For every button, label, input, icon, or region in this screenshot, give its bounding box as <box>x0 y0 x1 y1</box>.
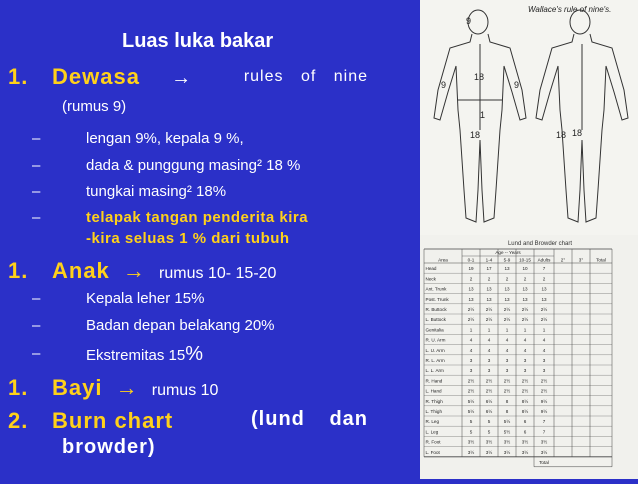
table-cell: 3 <box>523 368 527 374</box>
table-cell: 13 <box>468 296 474 302</box>
col-header: 2° <box>560 257 566 263</box>
table-cell: 2½ <box>521 378 529 384</box>
table-cell: 3½ <box>467 449 475 455</box>
col-header: Area <box>438 257 448 263</box>
table-cell: 3½ <box>467 439 475 445</box>
table-cell: 4 <box>523 347 527 353</box>
row-label: L. L. Arm <box>425 368 444 374</box>
table-cell: 19 <box>468 266 474 272</box>
table-cell: 3½ <box>503 439 511 445</box>
bullet-1: lengan 9%, kepala 9 %, <box>86 130 244 147</box>
anak-bullet-3: Ekstremitas 15% <box>86 343 203 365</box>
table-cell: 8 <box>505 409 509 414</box>
arrow-icon: → <box>122 258 146 283</box>
svg-text:18: 18 <box>474 72 485 82</box>
table-cell: 2½ <box>485 378 493 384</box>
table-cell: 2 <box>469 276 473 282</box>
table-cell: 6½ <box>485 398 493 404</box>
table-cell: 2½ <box>521 317 529 323</box>
row-label: L. Buttock <box>425 317 446 323</box>
table-cell: 4 <box>542 347 546 353</box>
table-cell: 2½ <box>485 307 493 312</box>
table-cell: 3½ <box>540 449 548 455</box>
table-cell: 1 <box>542 327 546 333</box>
back-body <box>536 10 628 222</box>
age-header: Age -- Years <box>495 250 521 255</box>
col-header: 3° <box>578 257 584 263</box>
table-cell: 13 <box>486 286 492 292</box>
table-cell: 9½ <box>540 409 548 414</box>
table-cell: 2½ <box>467 388 475 394</box>
table-cell: 2 <box>487 276 491 282</box>
row-label: L. Foot <box>425 449 440 455</box>
table-cell: 4 <box>469 347 473 353</box>
table-cell: 3½ <box>521 449 529 455</box>
table-cell: 3 <box>523 358 527 363</box>
table-cell: 9½ <box>540 398 548 404</box>
table-cell: 6 <box>523 429 527 435</box>
table-cell: 1 <box>505 327 509 333</box>
table-cell: 2½ <box>521 307 529 312</box>
table-cell: 3 <box>542 358 546 363</box>
table-cell: 13 <box>504 266 510 272</box>
bullet-3: tungkai masing² 18% <box>86 183 227 200</box>
table-cell: 4 <box>469 337 473 343</box>
table-cell: 2 <box>505 276 509 282</box>
table-cell: 5 <box>487 429 491 435</box>
row-label: R. Foot <box>425 439 441 445</box>
svg-text:9: 9 <box>466 16 472 26</box>
table-cell: 2½ <box>503 307 511 312</box>
table-cell: 7 <box>542 419 546 425</box>
table-cell: 13 <box>486 296 492 302</box>
table-cell: 2½ <box>540 388 548 394</box>
table-cell: 3 <box>469 368 473 374</box>
col-header: 1-4 <box>485 257 493 263</box>
slide-title: Luas luka bakar <box>122 30 274 52</box>
table-cell: 2 <box>523 276 527 282</box>
text-panel: Luas luka bakar 1. Dewasa → rules of nine (rumus 9) – lengan 9%, kepala 9 %, – dada & punggung masing² 18 % – tungkai masing² 18% – telapak tangan penderita kira -kira seluas 1 % dari tubuh 1. Anak → rumus 10- 15-20 – Kepala leher 15% – Badan depan belakang 20% – Ekstremitas 15% 1. Bayi → rumus 10 2. Burn chart (lund dan browder) <box>8 30 368 458</box>
row-label: Genitalia <box>425 327 444 333</box>
row-label: Neck <box>425 276 436 282</box>
table-cell: 2½ <box>503 317 511 323</box>
table-cell: 2½ <box>521 388 529 394</box>
table-cell: 4 <box>542 337 546 343</box>
lund-browder-table <box>420 235 638 479</box>
row-label: R. Buttock <box>425 307 447 312</box>
row-label: R. Leg <box>425 419 440 425</box>
table-cell: 5 <box>487 419 491 425</box>
table-cell: 13 <box>522 296 528 302</box>
row-label: L. U. Arm <box>425 347 445 353</box>
table-cell: 2½ <box>503 378 511 384</box>
table-cell: 2½ <box>540 378 548 384</box>
table-cell: 2½ <box>467 307 475 312</box>
svg-text:9: 9 <box>514 80 520 90</box>
row-label: R. Hand <box>425 378 443 384</box>
table-cell: 13 <box>522 286 528 292</box>
table-cell: 3½ <box>503 449 511 455</box>
table-cell: 4 <box>505 347 509 353</box>
table-cell: 2½ <box>540 317 548 323</box>
table-cell: 3½ <box>485 439 493 445</box>
arrow-icon: → <box>171 67 193 89</box>
table-cell: 6½ <box>485 409 493 414</box>
chart-title: Lund and Browder chart <box>507 241 573 247</box>
table-cell: 5 <box>469 419 473 425</box>
row-label: R. L. Arm <box>425 358 445 363</box>
table-cell: 8½ <box>521 398 529 404</box>
total-label: Total <box>539 459 549 465</box>
table-cell: 13 <box>504 286 510 292</box>
table-cell: 7 <box>542 266 546 272</box>
table-cell: 1 <box>487 327 491 333</box>
row-label: Post. Trunk <box>425 296 449 302</box>
table-cell: 1 <box>523 327 527 333</box>
anak-bullet-1: Kepala leher 15% <box>86 290 205 307</box>
table-cell: 2½ <box>485 388 493 394</box>
table-cell: 2½ <box>503 388 511 394</box>
svg-text:1: 1 <box>480 110 486 120</box>
item-dewasa: 1. Dewasa → rules of nine <box>8 64 368 89</box>
row-label: L. Hand <box>425 388 442 394</box>
table-cell: 3 <box>487 358 491 363</box>
table-cell: 4 <box>487 337 491 343</box>
svg-text:18: 18 <box>572 128 583 138</box>
svg-text:18: 18 <box>556 130 567 140</box>
table-cell: 3 <box>542 368 546 374</box>
row-label: R. U. Arm <box>425 337 446 343</box>
table-cell: 4 <box>523 337 527 343</box>
table-cell: 13 <box>541 286 547 292</box>
table-cell: 5 <box>469 429 473 435</box>
item-bayi: 1. Bayi → rumus 10 <box>8 375 219 400</box>
svg-text:9: 9 <box>441 80 447 90</box>
table-cell: 3 <box>487 368 491 374</box>
row-label: Head <box>425 266 437 272</box>
table-cell: 2½ <box>467 378 475 384</box>
table-cell: 13 <box>468 286 474 292</box>
table-cell: 3½ <box>540 439 548 445</box>
row-label: Ant. Trunk <box>425 286 447 292</box>
table-cell: 4 <box>487 347 491 353</box>
row-label: L. Thigh <box>425 409 443 414</box>
table-cell: 5½ <box>467 409 475 414</box>
col-header: 0-1 <box>467 257 475 263</box>
table-cell: 5½ <box>467 398 475 404</box>
table-cell: 3 <box>505 368 509 374</box>
bullet-bold-2: -kira seluas 1 % dari tubuh <box>86 230 290 247</box>
table-cell: 8 <box>505 398 509 404</box>
table-cell: 1 <box>469 327 473 333</box>
col-header: 5-9 <box>503 257 511 263</box>
item-anak: 1. Anak → rumus 10- 15-20 <box>8 258 277 283</box>
bullet-2: dada & punggung masing² 18 % <box>86 157 301 174</box>
table-cell: 3 <box>505 358 509 363</box>
body-diagram <box>420 0 638 235</box>
item-dewasa-head: Dewasa <box>52 64 140 89</box>
svg-text:18: 18 <box>470 130 481 140</box>
lund-browder-chart <box>420 235 638 479</box>
table-cell: 2½ <box>485 317 493 323</box>
item-dewasa-sub: (rumus 9) <box>62 98 127 115</box>
table-cell: 13 <box>504 296 510 302</box>
row-label: L. Leg <box>425 429 439 435</box>
row-label: R. Thigh <box>425 398 443 404</box>
figure-caption: Wallace's rule of nine's. <box>528 5 612 14</box>
table-cell: 3½ <box>521 439 529 445</box>
table-cell: 7 <box>542 429 546 435</box>
table-cell: 5½ <box>503 429 511 435</box>
table-cell: 13 <box>541 296 547 302</box>
anak-bullet-2: Badan depan belakang 20% <box>86 317 275 334</box>
table-cell: 2½ <box>467 317 475 323</box>
arrow-icon: → <box>115 375 139 400</box>
col-header: 10-15 <box>519 257 531 263</box>
table-cell: 5½ <box>503 419 511 425</box>
col-header: Adults <box>537 257 551 263</box>
bullet-bold-1: telapak tangan penderita kira <box>86 209 309 226</box>
col-header: Total <box>596 257 606 263</box>
table-cell: 17 <box>486 266 492 272</box>
table-cell: 10 <box>522 266 528 272</box>
table-cell: 2 <box>542 276 546 282</box>
item-burn-chart: 2. Burn chart (lund dan <box>8 408 368 433</box>
table-cell: 3½ <box>485 449 493 455</box>
table-cell: 3 <box>469 358 473 363</box>
table-cell: 2½ <box>540 307 548 312</box>
table-cell: 8½ <box>521 409 529 414</box>
table-cell: 6 <box>523 419 527 425</box>
item-burn-chart-sub: browder) <box>62 436 156 458</box>
rule-of-nines-figure <box>420 0 638 235</box>
table-cell: 4 <box>505 337 509 343</box>
